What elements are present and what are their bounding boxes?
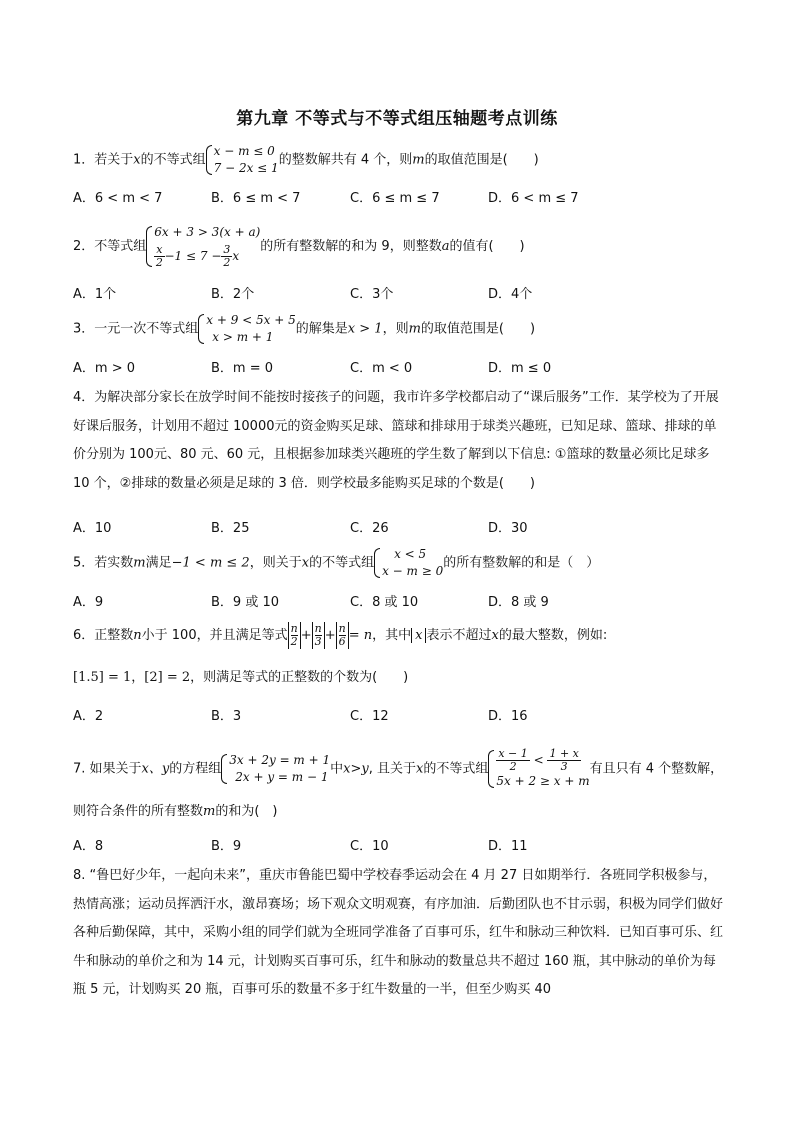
q7-option-d[interactable]: D．11 xyxy=(488,839,528,854)
q3-mid2: ，则 xyxy=(382,321,409,337)
page-title: 第九章 不等式与不等式组压轴题考点训练 xyxy=(236,109,558,129)
question-6: 6．正整数n小于 100，并且满足等式 $\frac{n}{2}$ + $\frac{n}{3}$ + $\frac{n}{6}$ = n，其中 x 表示不超过x的最大整数，例如: xyxy=(73,622,608,648)
q2-inequality-system xyxy=(146,224,260,269)
q7-ineq-line-2: 5x + 2 ≥ x + m xyxy=(496,774,590,788)
q1-suffix: 的整数解共有 4 个，则 xyxy=(278,152,413,168)
q6-option-c[interactable]: C．12 xyxy=(350,709,389,724)
question-5 xyxy=(73,546,733,580)
q7-inequality-system: $\frac{x - 1}{2}$ < $\frac{1 + x}{3}$ 5x + 2 ≥ x + m xyxy=(488,748,589,790)
q1-mid: 的不等式组 xyxy=(140,152,206,168)
q6-f3-num: n xyxy=(338,622,346,635)
q6-floor-n-over-3 xyxy=(312,622,325,649)
q7-option-b[interactable]: B．9 xyxy=(211,839,242,854)
q2-option-a[interactable]: A．1个 xyxy=(73,287,117,302)
q3-sys-line-2: x > m + 1 xyxy=(212,330,274,344)
q5-condition: −1 < m ≤ 2 xyxy=(171,555,250,571)
q2-suffix: 的所有整数解的和为 9，则整数 xyxy=(260,239,442,254)
q2-sys-line-1: 6x + 3 > 3(x + a) xyxy=(154,225,261,239)
q6-options xyxy=(73,705,733,727)
q6-f2-num: n xyxy=(314,622,322,635)
q5-mid2: ，则关于 xyxy=(249,555,302,571)
q7-option-c[interactable]: C．10 xyxy=(350,839,389,854)
q6-var-n: n xyxy=(133,628,142,643)
q4-options xyxy=(73,517,733,539)
q7-var-x: x xyxy=(416,761,424,777)
q4-option-d[interactable]: D．30 xyxy=(488,521,528,536)
q2-option-d[interactable]: D．4个 xyxy=(488,287,533,302)
q1-option-d[interactable]: D．6 < m ≤ 7 xyxy=(488,191,579,206)
q6-f3-den: 6 xyxy=(338,635,346,648)
q5-mid: 满足 xyxy=(145,555,172,571)
q5-option-c[interactable]: C．8 或 10 xyxy=(350,595,419,610)
q2-var-a: a xyxy=(441,239,450,254)
q2-sys-mid: −1 ≤ 7 − xyxy=(164,249,222,263)
q1-prefix: 1．若关于 xyxy=(73,152,134,168)
question-2 xyxy=(73,224,733,269)
q7-prefix: 7. 如果关于 xyxy=(73,761,142,777)
q5-prefix: 5．若实数 xyxy=(73,555,134,571)
q6-example-2: [2] = 2 xyxy=(144,670,191,685)
q5-mid3: 的不等式组 xyxy=(309,555,375,571)
q7-option-a[interactable]: A．8 xyxy=(73,839,104,854)
q7-line2-end: 的和为( ) xyxy=(215,804,278,819)
q3-option-c[interactable]: C．m < 0 xyxy=(350,361,413,376)
q6-option-b[interactable]: B．3 xyxy=(211,709,242,724)
q1-end: 的取值范围是( ) xyxy=(424,152,539,168)
q5-var-m: m xyxy=(133,555,146,571)
q2-frac-2-den: 2 xyxy=(223,256,231,269)
q7-mid4: 的不等式组 xyxy=(423,761,489,777)
q7-mid3: , 且关于 xyxy=(368,761,416,777)
q4-option-c[interactable]: C．26 xyxy=(350,521,389,536)
q7-end: 有且只有 4 个整数解， xyxy=(589,761,724,777)
q7-line2: 则符合条件的所有整数 xyxy=(73,804,204,819)
q1-option-c[interactable]: C．6 ≤ m ≤ 7 xyxy=(350,191,440,206)
q1-inequality-system xyxy=(206,143,279,177)
q7-frac-b-den: 3 xyxy=(560,760,568,773)
q1-sys-line-1: x − m ≤ 0 xyxy=(213,144,275,158)
q5-options xyxy=(73,591,733,613)
q5-option-d[interactable]: D．8 或 9 xyxy=(488,595,549,610)
q3-sys-line-1: x + 9 < 5x + 5 xyxy=(206,313,296,327)
q6-line2-end: ，则满足等式的正整数的个数为( ) xyxy=(190,670,409,685)
q7-mid: 的方程组 xyxy=(169,761,222,777)
q1-var-m: m xyxy=(412,152,425,168)
q6-var-x: x xyxy=(491,628,499,643)
q7-sys-line-1: 3x + 2y = m + 1 xyxy=(229,753,331,767)
q7-equation-system xyxy=(221,752,330,786)
q2-frac-x-over-2 xyxy=(154,244,164,269)
q5-end: 的所有整数解的和是（ ） xyxy=(443,555,600,571)
q6-floor-x: x xyxy=(411,628,426,643)
q7-mid2: 中 xyxy=(330,761,344,777)
q7-options xyxy=(73,835,733,857)
q7-frac-a xyxy=(496,748,529,773)
q7-var-m: m xyxy=(203,804,216,819)
q2-frac-3-over-2 xyxy=(221,244,232,269)
q5-sys-line-1: x < 5 xyxy=(394,547,427,561)
q7-frac-a-den: 2 xyxy=(509,760,517,773)
q2-option-c[interactable]: C．3个 xyxy=(350,287,394,302)
q6-option-a[interactable]: A．2 xyxy=(73,709,104,724)
q4-option-a[interactable]: A．10 xyxy=(73,521,112,536)
q1-sys-line-2: 7 − 2x ≤ 1 xyxy=(213,161,279,175)
q1-options xyxy=(73,187,733,209)
q7-condition: x>y xyxy=(343,761,369,777)
question-3 xyxy=(73,312,733,346)
q3-option-d[interactable]: D．m ≤ 0 xyxy=(488,361,552,376)
q6-mid2: ，其中 xyxy=(372,628,412,643)
q2-option-b[interactable]: B．2个 xyxy=(211,287,255,302)
q7-sys-line-2: 2x + y = m − 1 xyxy=(235,770,329,784)
q6-f1-den: 2 xyxy=(290,635,298,648)
q6-floor-n-over-2 xyxy=(288,622,301,649)
q3-condition: x > 1 xyxy=(347,321,383,337)
q6-f2-den: 3 xyxy=(314,635,322,648)
q2-frac-2-num: 3 xyxy=(223,243,231,256)
q6-example-1: [1.5] = 1 xyxy=(73,670,132,685)
q6-floor-n-over-6 xyxy=(336,622,349,649)
question-7 xyxy=(73,748,733,790)
q6-mid: 小于 100，并且满足等式 xyxy=(141,628,288,643)
q5-sys-line-2: x − m ≥ 0 xyxy=(382,564,444,578)
q2-options xyxy=(73,283,733,305)
q5-var-x: x xyxy=(301,555,310,571)
q2-sys-x: x xyxy=(232,249,240,263)
q6-f1-num: n xyxy=(290,622,298,635)
q3-var-m: m xyxy=(408,321,421,337)
question-8: 8. “鲁巴好少年，一起向未来”，重庆市鲁能巴蜀中学校春季运动会在 4 月 27 日如期举行．各班同学积极参与，热情高涨；运动员挥洒汗水，激昂赛场；场下观众文明观赛，有序加油．后勤团队也不甘示弱，积极为同学们做好各种后勤保障，其中，采购小组的同学们就为全班同学准备了百事可乐，红牛和脉动三种饮料．已知百事可乐、红牛和脉动的单价之和为 14 元，计划购买百事可乐，红牛和脉动的数量总共不超过 160 瓶，其中脉动的单价为每瓶 5 元，计划购买 20 瓶，百事可乐的数量不多于红牛数量的一半，但至少购买 40 xyxy=(73,868,724,997)
question-6-line-2 xyxy=(73,665,733,691)
question-4: 4．为解决部分家长在放学时间不能按时接孩子的问题，我市许多学校都启动了“课后服务”工作．某学校为了开展好课后服务，计划用不超过 10000元的资金购买足球、篮球和排球用于球类兴趣班，已知足球、篮球、排球的单价分别为 100元、80 元、60 元，且根据参加球类兴趣班的学生数了解到以下信息: ①篮球的数量必须比足球多 10 个，②排球的数量必须是足球的 3 倍．则学校最多能购买足球的个数是( ) xyxy=(73,390,719,491)
q2-frac-1-num: x xyxy=(156,243,163,256)
q1-option-b[interactable]: B．6 ≤ m < 7 xyxy=(211,191,301,206)
q7-vars: x、y xyxy=(141,761,170,777)
q7-frac-a-num: x − 1 xyxy=(498,747,528,760)
q6-eq: = n xyxy=(348,628,373,643)
q2-prefix: 2．不等式组 xyxy=(73,239,147,254)
question-7-line-2 xyxy=(73,799,733,825)
q3-options xyxy=(73,357,733,379)
q5-option-b[interactable]: B．9 或 10 xyxy=(211,595,279,610)
q3-option-b[interactable]: B．m = 0 xyxy=(211,361,274,376)
q6-option-d[interactable]: D．16 xyxy=(488,709,528,724)
q6-sep: ， xyxy=(131,670,145,685)
q3-inequality-system xyxy=(198,312,296,346)
q6-mid3: 表示不超过 xyxy=(426,628,492,643)
q7-frac-b-num: 1 + x xyxy=(549,747,579,760)
q2-frac-1-den: 2 xyxy=(155,256,163,269)
q3-mid: 的解集是 xyxy=(295,321,348,337)
q4-option-b[interactable]: B．25 xyxy=(211,521,250,536)
q7-frac-b xyxy=(547,748,580,773)
q3-prefix: 3．一元一次不等式组 xyxy=(73,321,199,337)
question-1 xyxy=(73,143,733,177)
q2-end: 的值有( ) xyxy=(449,239,525,254)
q5-inequality-system xyxy=(374,546,443,580)
q6-prefix: 6．正整数 xyxy=(73,628,134,643)
q3-option-a[interactable]: A．m > 0 xyxy=(73,361,135,376)
q1-var-x: x xyxy=(133,152,141,168)
q3-end: 的取值范围是( ) xyxy=(420,321,536,337)
q5-option-a[interactable]: A．9 xyxy=(73,595,104,610)
q1-option-a[interactable]: A．6 < m < 7 xyxy=(73,191,163,206)
q6-end: 的最大整数，例如: xyxy=(498,628,608,643)
